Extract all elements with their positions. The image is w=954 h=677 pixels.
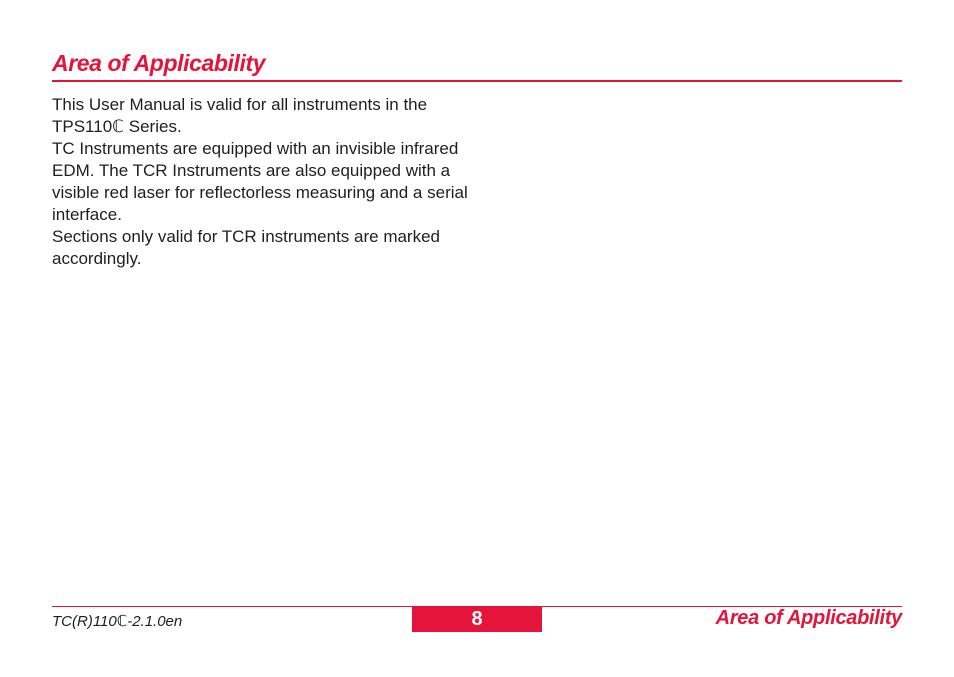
paragraph: TC Instruments are equipped with an invisible infrared EDM. The TCR Instruments are also equipped with a visible red laser for reflectorless measuring and a serial interface. xyxy=(52,139,468,224)
page-title: Area of Applicability xyxy=(52,50,266,76)
page-number: 8 xyxy=(412,607,542,632)
title-divider xyxy=(52,80,902,82)
body-text xyxy=(52,94,482,270)
document-id: TC(R)110ℂ-2.1.0en xyxy=(52,613,183,630)
paragraph: Sections only valid for TCR instruments are marked accordingly. xyxy=(52,227,441,268)
paragraph: This User Manual is valid for all instruments in the TPS110ℂ Series. xyxy=(52,95,428,136)
footer-section-title: Area of Applicability xyxy=(715,607,902,629)
